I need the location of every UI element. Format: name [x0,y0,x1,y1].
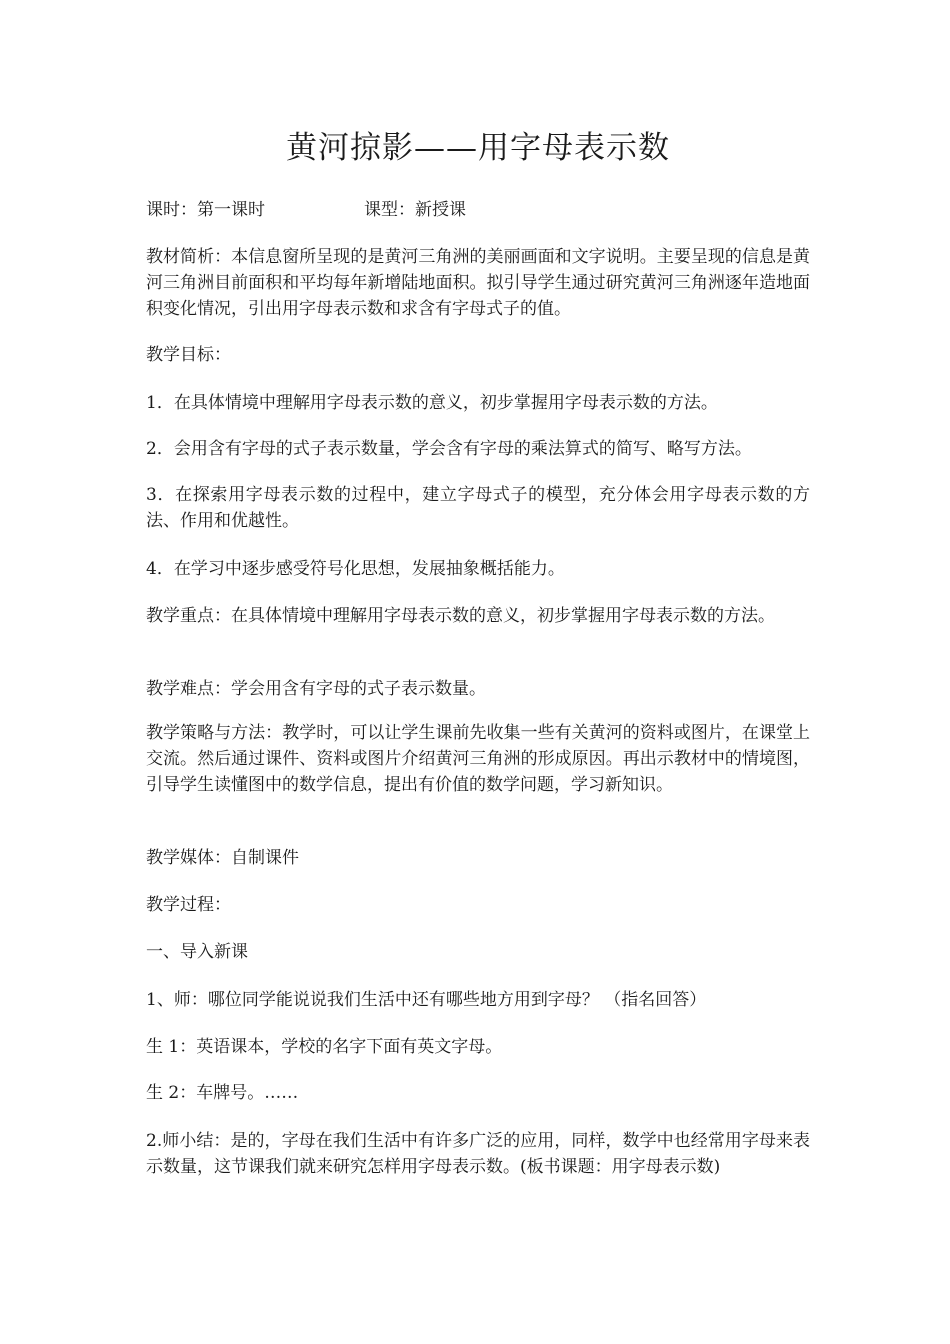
process-heading: 教学过程： [146,895,231,915]
goal-item-2: 2．会用含有字母的式子表示数量，学会含有字母的乘法算式的简写、略写方法。 [146,439,752,459]
document-title: 黄河掠影——用字母表示数 [286,130,670,166]
lesson-type: 课型：新授课 [364,200,466,220]
teaching-media: 教学媒体：自制课件 [146,848,299,868]
teaching-strategy: 教学策略与方法：教学时，可以让学生课前先收集一些有关黄河的资料或图片，在课堂上交流。然后通过课件、资料或图片介绍黄河三角洲的形成原因。再出示教材中的情境图，引导学生读懂图中的数学信息，提出有价值的数学问题，学习新知识。 [146,723,810,795]
goal-item-4: 4．在学习中逐步感受符号化思想，发展抽象概括能力。 [146,559,565,579]
process-step-1: 1、师：哪位同学能说说我们生活中还有哪些地方用到字母？ （指名回答） [146,990,707,1010]
section-intro-heading: 一、导入新课 [146,942,248,962]
goal-item-3: 3．在探索用字母表示数的过程中，建立字母式子的模型，充分体会用字母表示数的方法、作用和优越性。 [146,485,810,531]
goals-heading: 教学目标： [146,345,231,365]
difficulty: 教学难点：学会用含有字母的式子表示数量。 [146,679,486,699]
goal-item-1: 1．在具体情境中理解用字母表示数的意义，初步掌握用字母表示数的方法。 [146,393,718,413]
student-answer-1: 生 1：英语课本，学校的名字下面有英文字母。 [146,1037,503,1057]
key-point: 教学重点：在具体情境中理解用字母表示数的意义，初步掌握用字母表示数的方法。 [146,606,775,626]
lesson-meta [146,197,466,223]
process-step-2: 2.师小结：是的，字母在我们生活中有许多广泛的应用，同样，数学中也经常用字母来表示数量，这节课我们就来研究怎样用字母表示数。(板书课题：用字母表示数) [146,1131,810,1177]
textbook-analysis: 教材简析：本信息窗所呈现的是黄河三角洲的美丽画面和文字说明。主要呈现的信息是黄河三角洲目前面积和平均每年新增陆地面积。拟引导学生通过研究黄河三角洲逐年造地面积变化情况，引出用字母表示数和求含有字母式子的值。 [146,247,810,319]
lesson-period: 课时：第一课时 [146,200,265,220]
student-answer-2: 生 2：车牌号。…… [146,1083,299,1103]
